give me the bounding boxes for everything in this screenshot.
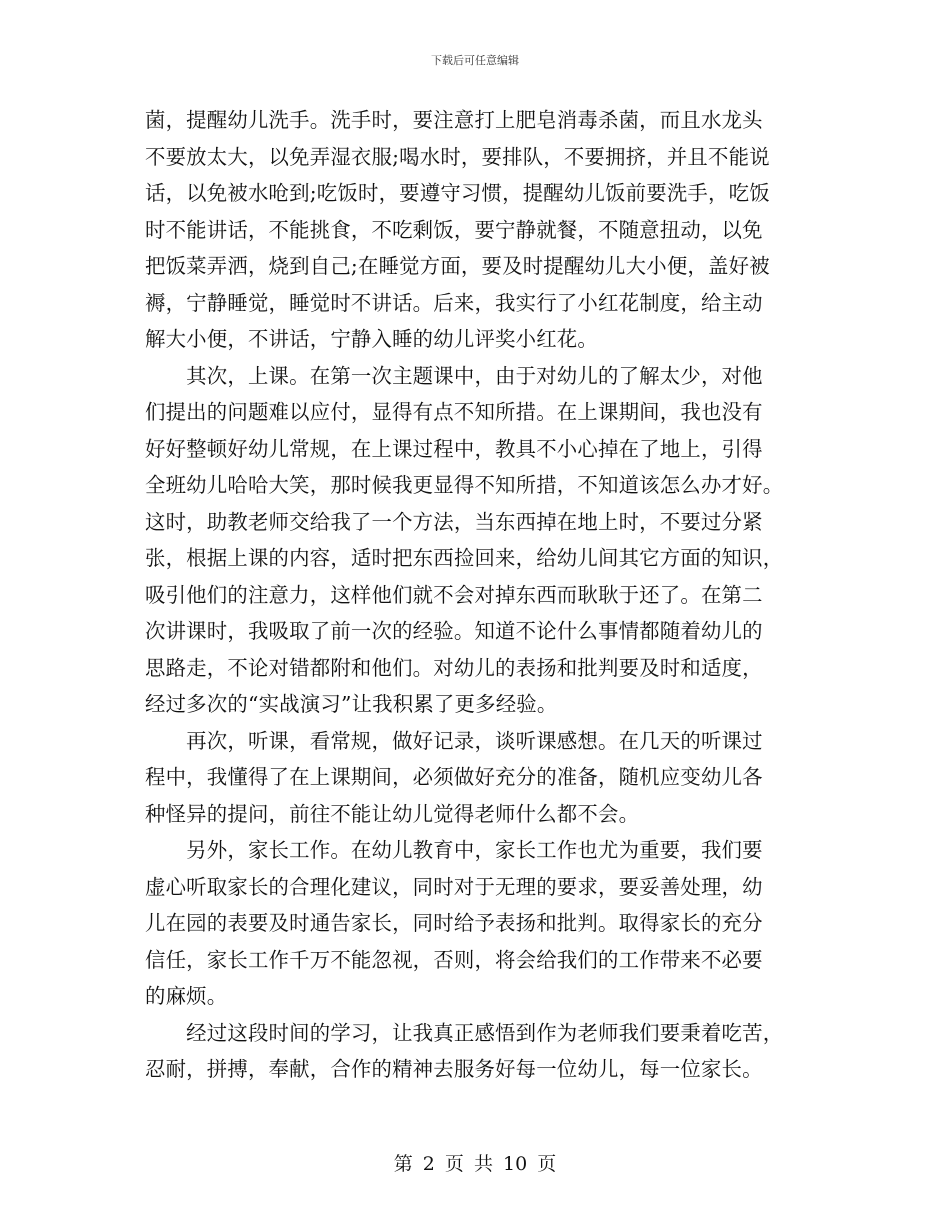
text-line: 思路走，不论对错都附和他们。对幼儿的表扬和批判要及时和适度， [145, 655, 763, 680]
text-line: 们提出的问题难以应付，显得有点不知所措。在上课期间，我也没有 [145, 400, 763, 424]
text-line: 程中，我懂得了在上课期间，必须做好充分的准备，随机应变幼儿各 [145, 765, 763, 789]
document-body [145, 102, 807, 1088]
text-line: 吸引他们的注意力，这样他们就不会对掉东西而耿耿于还了。在第二 [145, 582, 763, 607]
text-line: 次讲课时，我吸取了前一次的经验。知道不论什么事情都随着幼儿的 [145, 619, 763, 643]
text-line: 的麻烦。 [145, 984, 228, 1008]
text-line: 另外，家长工作。在幼儿教育中，家长工作也尤为重要，我们要 [145, 838, 763, 862]
text-line: 褥，宁静睡觉，睡觉时不讲话。后来，我实行了小红花制度，给主动 [145, 290, 763, 315]
text-line: 菌，提醒幼儿洗手。洗手时，要注意打上肥皂消毒杀菌，而且水龙头 [145, 108, 763, 132]
page-header-note: 下载后可任意编辑 [431, 54, 519, 67]
text-line: 把饭菜弄洒，烧到自己;在睡觉方面，要及时提醒幼儿大小便，盖好被 [145, 254, 770, 278]
text-line: 全班幼儿哈哈大笑，那时候我更显得不知所措，不知道该怎么办才好。 [145, 473, 784, 497]
text-line: 忍耐，拼搏，奉献，合作的精神去服务好每一位幼儿，每一位家长。 [145, 1057, 763, 1081]
text-line: 信任，家长工作千万不能忽视，否则，将会给我们的工作带来不必要 [145, 947, 763, 972]
text-line: 儿在园的表要及时通告家长，同时给予表扬和批判。取得家长的充分 [145, 911, 763, 935]
text-line: 时不能讲话，不能挑食，不吃剩饭，要宁静就餐，不随意扭动，以免 [145, 217, 763, 242]
text-line: 其次，上课。在第一次主题课中，由于对幼儿的了解太少，对他 [145, 363, 763, 388]
page-number-footer: 第 2 页 共 10 页 [393, 1153, 557, 1175]
text-line: 好好整顿好幼儿常规，在上课过程中，教具不小心掉在了地上，引得 [145, 436, 763, 461]
text-line: 虚心听取家长的合理化建议，同时对于无理的要求，要妥善处理，幼 [145, 874, 763, 899]
text-line: 经过这段时间的学习，让我真正感悟到作为老师我们要秉着吃苦， [145, 1020, 784, 1045]
text-line: 解大小便，不讲话，宁静入睡的幼儿评奖小红花。 [145, 327, 598, 351]
text-line: 再次，听课，看常规，做好记录，谈听课感想。在几天的听课过 [145, 728, 763, 753]
text-line: 不要放太大，以免弄湿衣服;喝水时，要排队，不要拥挤，并且不能说 [145, 144, 770, 169]
text-line: 种怪异的提问，前往不能让幼儿觉得老师什么都不会。 [145, 801, 640, 826]
text-line: 经过多次的“实战演习”让我积累了更多经验。 [145, 692, 558, 716]
text-line: 这时，助教老师交给我了一个方法，当东西掉在地上时，不要过分紧 [145, 509, 763, 534]
text-line: 张，根据上课的内容，适时把东西捡回来，给幼儿间其它方面的知识， [145, 546, 784, 570]
text-line: 话，以免被水呛到;吃饭时，要遵守习惯，提醒幼儿饭前要洗手，吃饭 [145, 181, 770, 205]
